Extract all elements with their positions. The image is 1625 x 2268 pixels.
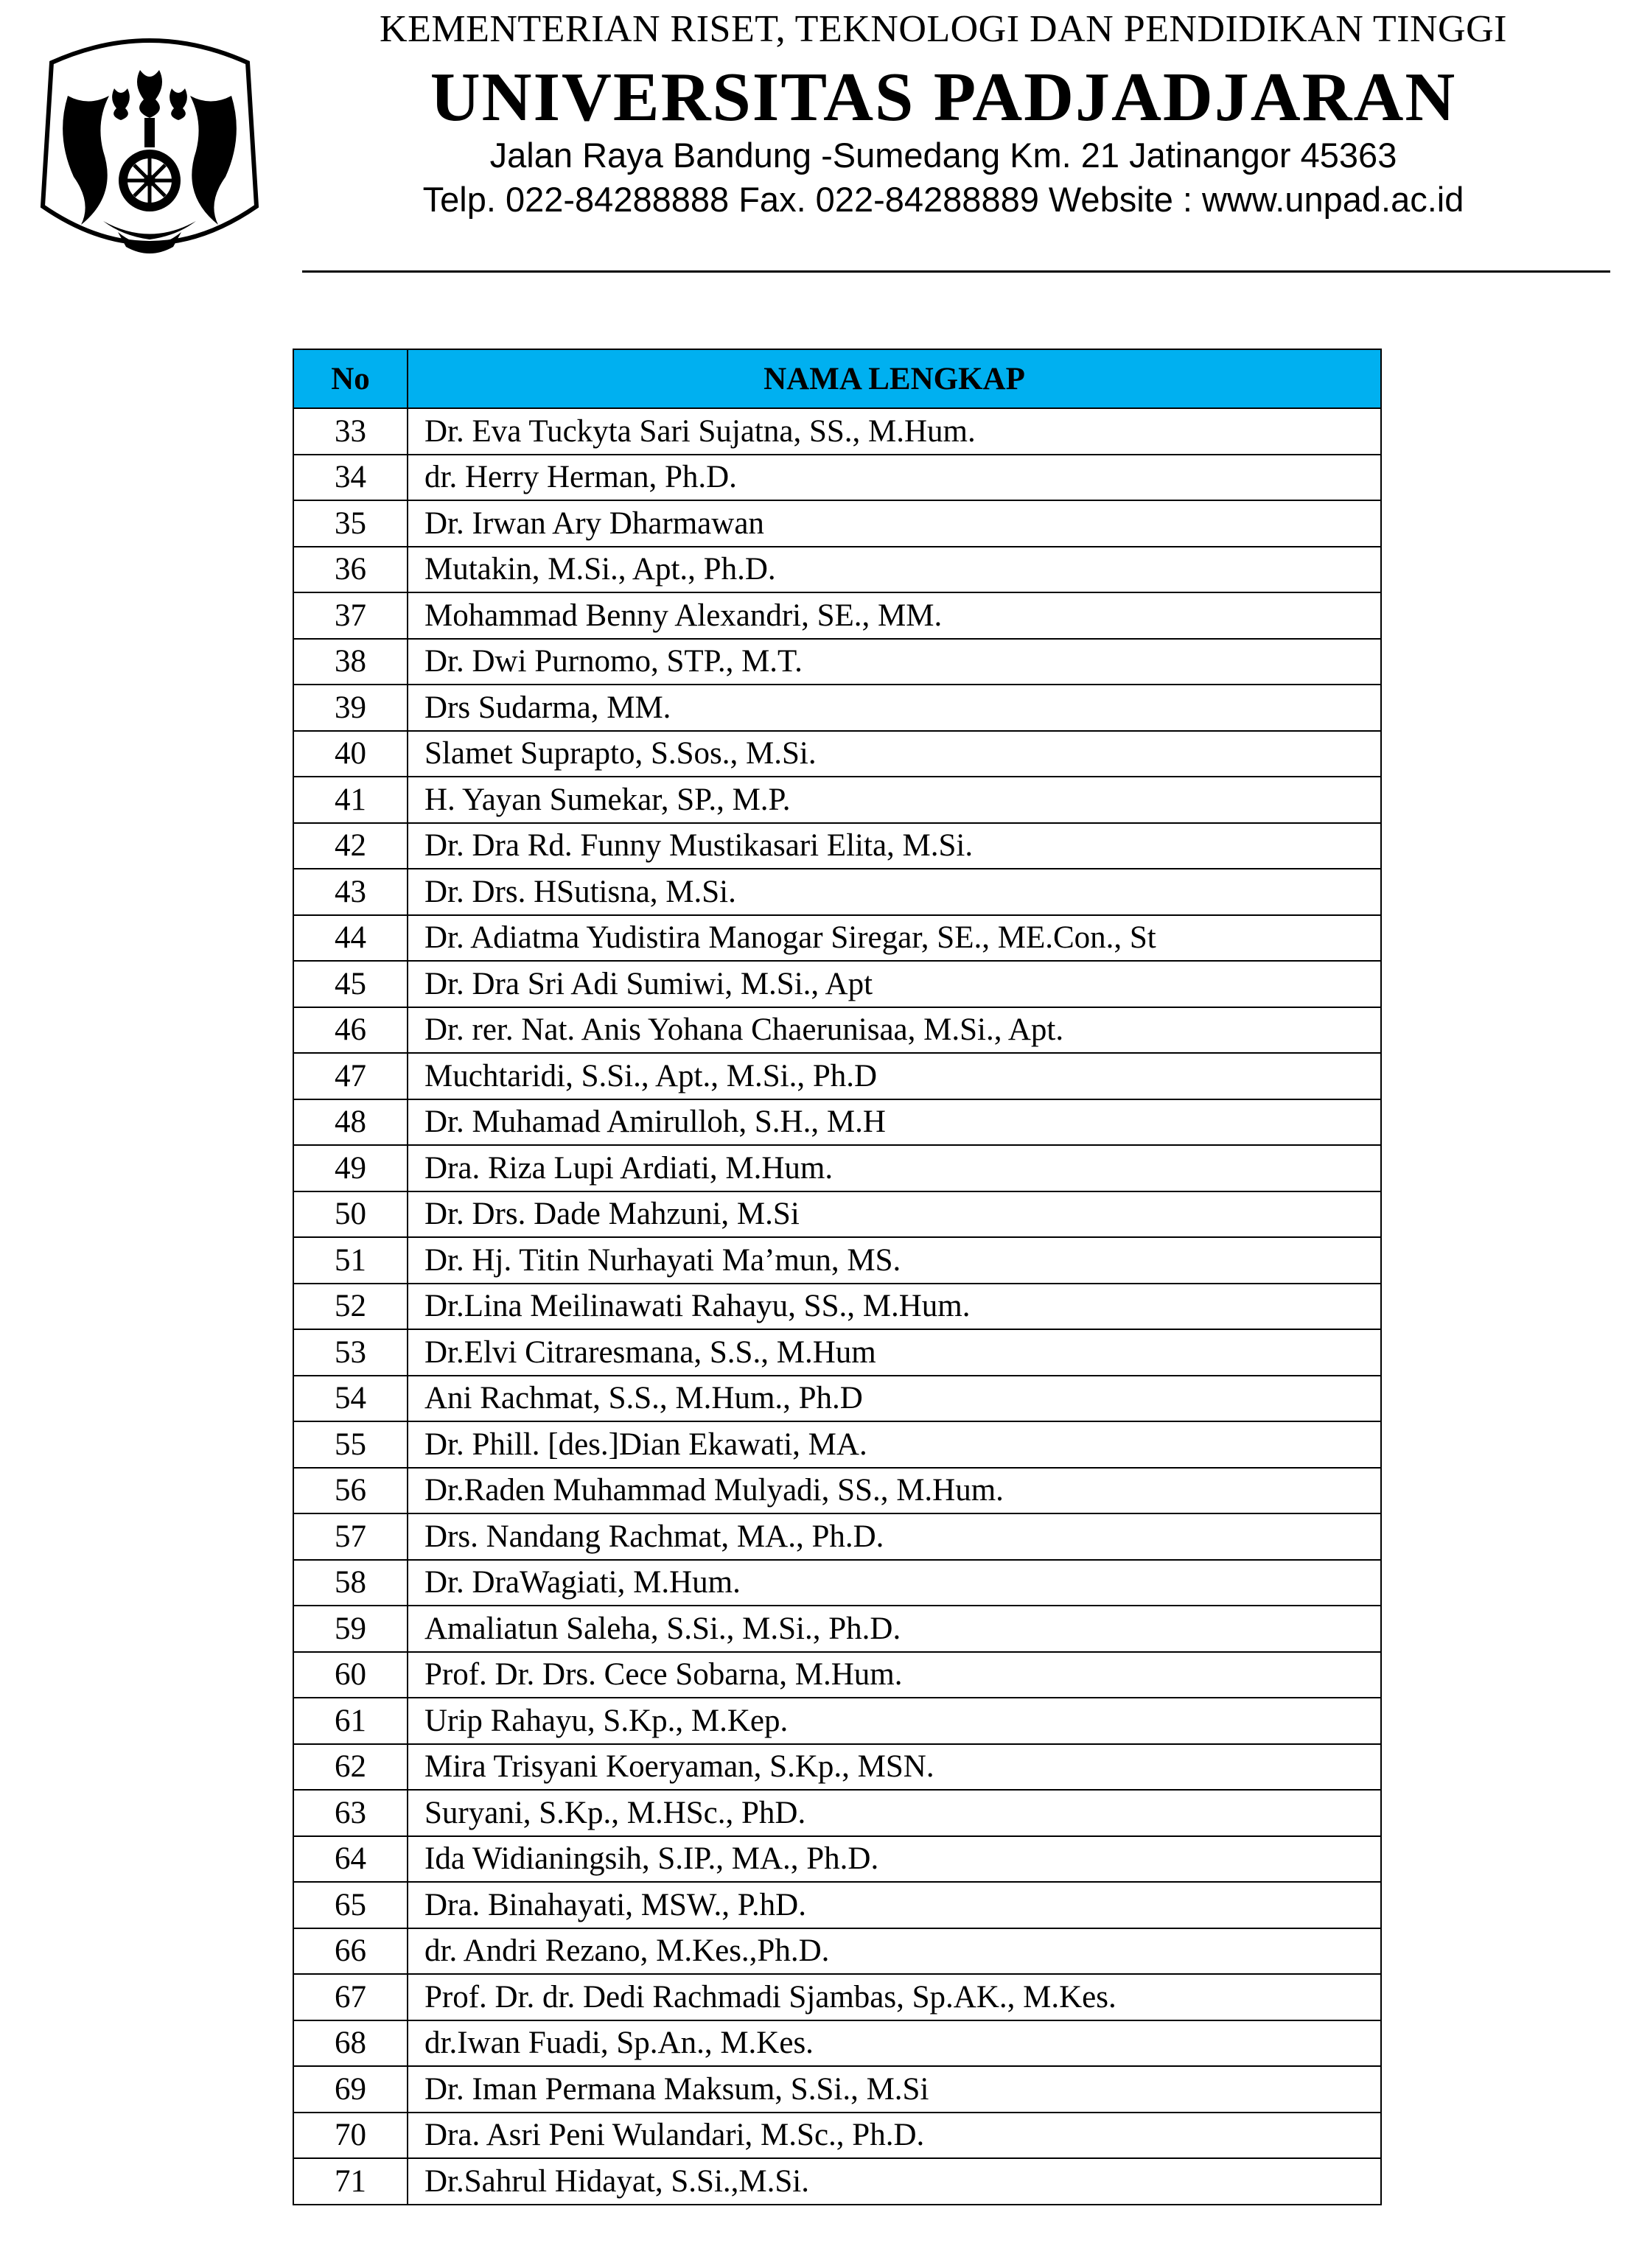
row-number: 70 bbox=[293, 2113, 408, 2159]
row-number: 37 bbox=[293, 592, 408, 639]
row-number: 51 bbox=[293, 1237, 408, 1284]
unpad-emblem-icon bbox=[22, 26, 277, 273]
table-row bbox=[293, 1007, 1381, 1054]
row-number: 60 bbox=[293, 1652, 408, 1698]
row-number: 64 bbox=[293, 1836, 408, 1883]
full-name: Dra. Binahayati, MSW., P.hD. bbox=[408, 1882, 1381, 1928]
table-row bbox=[293, 1928, 1381, 1975]
full-name: dr. Herry Herman, Ph.D. bbox=[408, 455, 1381, 501]
table-row bbox=[293, 1652, 1381, 1698]
full-name: Dr. Dra Rd. Funny Mustikasari Elita, M.Si. bbox=[408, 823, 1381, 869]
row-number: 40 bbox=[293, 731, 408, 777]
table-row bbox=[293, 1284, 1381, 1330]
table-row bbox=[293, 1513, 1381, 1560]
full-name: Dr. Dra Sri Adi Sumiwi, M.Si., Apt bbox=[408, 961, 1381, 1007]
university-contact: Telp. 022-84288888 Fax. 022-84288889 Website : www.unpad.ac.id bbox=[422, 180, 1464, 219]
full-name: Dr. Dwi Purnomo, STP., M.T. bbox=[408, 639, 1381, 685]
row-number: 38 bbox=[293, 639, 408, 685]
full-name: Dra. Asri Peni Wulandari, M.Sc., Ph.D. bbox=[408, 2113, 1381, 2159]
table-row bbox=[293, 1744, 1381, 1791]
table-row bbox=[293, 592, 1381, 639]
row-number: 49 bbox=[293, 1145, 408, 1191]
row-number: 41 bbox=[293, 777, 408, 823]
row-number: 63 bbox=[293, 1790, 408, 1836]
full-name: Dr.Elvi Citraresmana, S.S., M.Hum bbox=[408, 1329, 1381, 1376]
table-row bbox=[293, 547, 1381, 593]
full-name: dr. Andri Rezano, M.Kes.,Ph.D. bbox=[408, 1928, 1381, 1975]
table-row bbox=[293, 915, 1381, 962]
full-name: Drs Sudarma, MM. bbox=[408, 685, 1381, 731]
table-row bbox=[293, 1974, 1381, 2020]
full-name: Suryani, S.Kp., M.HSc., PhD. bbox=[408, 1790, 1381, 1836]
full-name: Dr.Raden Muhammad Mulyadi, SS., M.Hum. bbox=[408, 1468, 1381, 1514]
full-name: Mohammad Benny Alexandri, SE., MM. bbox=[408, 592, 1381, 639]
table-row bbox=[293, 823, 1381, 869]
full-name: Dra. Riza Lupi Ardiati, M.Hum. bbox=[408, 1145, 1381, 1191]
row-number: 54 bbox=[293, 1376, 408, 1422]
table-row bbox=[293, 1191, 1381, 1238]
full-name: Dr. DraWagiati, M.Hum. bbox=[408, 1560, 1381, 1606]
row-number: 65 bbox=[293, 1882, 408, 1928]
full-name: Dr. rer. Nat. Anis Yohana Chaerunisaa, M.Si., Apt. bbox=[408, 1007, 1381, 1054]
row-number: 57 bbox=[293, 1513, 408, 1560]
full-name: H. Yayan Sumekar, SP., M.P. bbox=[408, 777, 1381, 823]
row-number: 62 bbox=[293, 1744, 408, 1791]
row-number: 52 bbox=[293, 1284, 408, 1330]
full-name: Drs. Nandang Rachmat, MA., Ph.D. bbox=[408, 1513, 1381, 1560]
table-row bbox=[293, 777, 1381, 823]
row-number: 56 bbox=[293, 1468, 408, 1514]
table-row bbox=[293, 2113, 1381, 2159]
full-name: Prof. Dr. dr. Dedi Rachmadi Sjambas, Sp.AK., M.Kes. bbox=[408, 1974, 1381, 2020]
row-number: 45 bbox=[293, 961, 408, 1007]
full-name: Dr. Muhamad Amirulloh, S.H., M.H bbox=[408, 1099, 1381, 1146]
table-row bbox=[293, 1053, 1381, 1099]
table-row bbox=[293, 1698, 1381, 1744]
table-row bbox=[293, 1468, 1381, 1514]
full-name: Dr. Drs. Dade Mahzuni, M.Si bbox=[408, 1191, 1381, 1238]
row-number: 33 bbox=[293, 408, 408, 455]
row-number: 55 bbox=[293, 1421, 408, 1468]
row-number: 67 bbox=[293, 1974, 408, 2020]
table-header-row bbox=[293, 349, 1381, 408]
row-number: 36 bbox=[293, 547, 408, 593]
full-name: Ani Rachmat, S.S., M.Hum., Ph.D bbox=[408, 1376, 1381, 1422]
table-row bbox=[293, 1237, 1381, 1284]
table-row bbox=[293, 1836, 1381, 1883]
full-name: Muchtaridi, S.Si., Apt., M.Si., Ph.D bbox=[408, 1053, 1381, 1099]
row-number: 46 bbox=[293, 1007, 408, 1054]
table-row bbox=[293, 455, 1381, 501]
row-number: 68 bbox=[293, 2020, 408, 2067]
row-number: 48 bbox=[293, 1099, 408, 1146]
row-number: 61 bbox=[293, 1698, 408, 1744]
table-row bbox=[293, 2158, 1381, 2205]
full-name: Dr. Iman Permana Maksum, S.Si., M.Si bbox=[408, 2066, 1381, 2113]
table-row bbox=[293, 685, 1381, 731]
table-body bbox=[293, 408, 1381, 2205]
table-row bbox=[293, 1560, 1381, 1606]
row-number: 42 bbox=[293, 823, 408, 869]
table-row bbox=[293, 1421, 1381, 1468]
full-name: Urip Rahayu, S.Kp., M.Kep. bbox=[408, 1698, 1381, 1744]
full-name: Dr. Drs. HSutisna, M.Si. bbox=[408, 869, 1381, 915]
row-number: 47 bbox=[293, 1053, 408, 1099]
row-number: 35 bbox=[293, 500, 408, 547]
full-name: Dr. Adiatma Yudistira Manogar Siregar, SE., ME.Con., St bbox=[408, 915, 1381, 962]
university-name: UNIVERSITAS PADJADJARAN bbox=[430, 59, 1457, 136]
table-row bbox=[293, 408, 1381, 455]
row-number: 50 bbox=[293, 1191, 408, 1238]
letterhead-divider bbox=[302, 270, 1610, 273]
full-name: Mutakin, M.Si., Apt., Ph.D. bbox=[408, 547, 1381, 593]
full-name: Dr. Phill. [des.]Dian Ekawati, MA. bbox=[408, 1421, 1381, 1468]
full-name: Dr.Sahrul Hidayat, S.Si.,M.Si. bbox=[408, 2158, 1381, 2205]
full-name: Dr. Irwan Ary Dharmawan bbox=[408, 500, 1381, 547]
full-name: Prof. Dr. Drs. Cece Sobarna, M.Hum. bbox=[408, 1652, 1381, 1698]
row-number: 43 bbox=[293, 869, 408, 915]
table-row bbox=[293, 500, 1381, 547]
full-name: Slamet Suprapto, S.Sos., M.Si. bbox=[408, 731, 1381, 777]
column-header-name: NAMA LENGKAP bbox=[408, 349, 1381, 408]
table-row bbox=[293, 869, 1381, 915]
full-name: Ida Widianingsih, S.IP., MA., Ph.D. bbox=[408, 1836, 1381, 1883]
row-number: 44 bbox=[293, 915, 408, 962]
row-number: 58 bbox=[293, 1560, 408, 1606]
table-row bbox=[293, 1099, 1381, 1146]
ministry-name: KEMENTERIAN RISET, TEKNOLOGI DAN PENDIDIKAN TINGGI bbox=[380, 8, 1507, 50]
table-row bbox=[293, 1376, 1381, 1422]
full-name: Amaliatun Saleha, S.Si., M.Si., Ph.D. bbox=[408, 1606, 1381, 1652]
table-row bbox=[293, 2066, 1381, 2113]
row-number: 34 bbox=[293, 455, 408, 501]
table-row bbox=[293, 1882, 1381, 1928]
row-number: 53 bbox=[293, 1329, 408, 1376]
row-number: 66 bbox=[293, 1928, 408, 1975]
table-row bbox=[293, 961, 1381, 1007]
full-name: Dr. Eva Tuckyta Sari Sujatna, SS., M.Hum. bbox=[408, 408, 1381, 455]
table-row bbox=[293, 731, 1381, 777]
table-row bbox=[293, 639, 1381, 685]
table-row bbox=[293, 1145, 1381, 1191]
full-name: Mira Trisyani Koeryaman, S.Kp., MSN. bbox=[408, 1744, 1381, 1791]
name-list-table bbox=[293, 349, 1382, 2205]
table-row bbox=[293, 1790, 1381, 1836]
table-row bbox=[293, 1606, 1381, 1652]
full-name: dr.Iwan Fuadi, Sp.An., M.Kes. bbox=[408, 2020, 1381, 2067]
column-header-no: No bbox=[293, 349, 408, 408]
row-number: 71 bbox=[293, 2158, 408, 2205]
full-name: Dr.Lina Meilinawati Rahayu, SS., M.Hum. bbox=[408, 1284, 1381, 1330]
table-row bbox=[293, 2020, 1381, 2067]
full-name: Dr. Hj. Titin Nurhayati Ma’mun, MS. bbox=[408, 1237, 1381, 1284]
table-row bbox=[293, 1329, 1381, 1376]
row-number: 39 bbox=[293, 685, 408, 731]
row-number: 59 bbox=[293, 1606, 408, 1652]
row-number: 69 bbox=[293, 2066, 408, 2113]
university-address: Jalan Raya Bandung -Sumedang Km. 21 Jatinangor 45363 bbox=[489, 136, 1397, 175]
